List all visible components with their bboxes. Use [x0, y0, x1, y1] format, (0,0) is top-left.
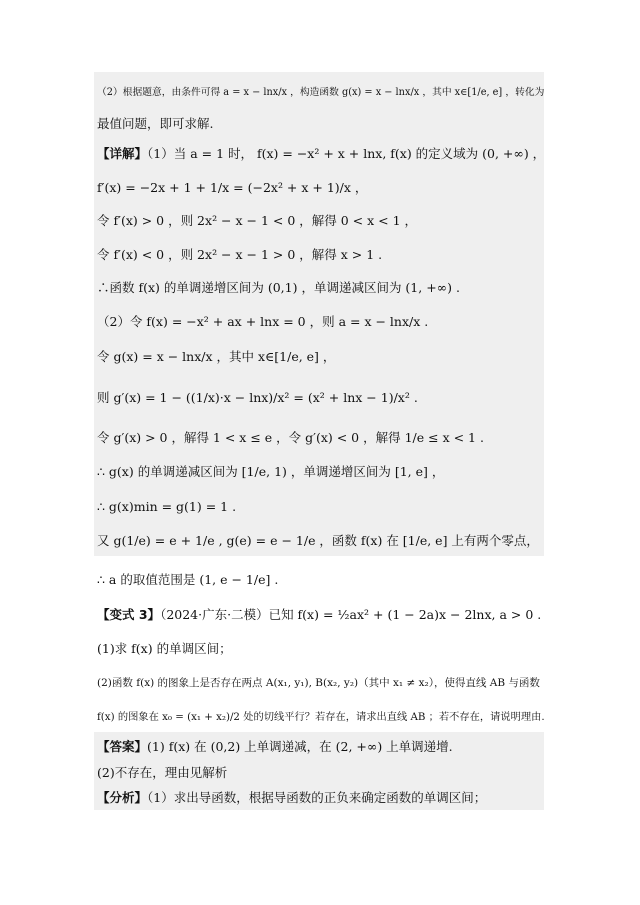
- answer-line-1: 【答案】(1) f(x) 在 (0,2) 上单调递减，在 (2, +∞) 上单调递增.: [97, 739, 453, 754]
- solution-tag: 【详解】: [97, 146, 148, 161]
- solution-line-5: ∴函数 f(x) 的单调递增区间为 (0,1) ，单调递减区间为 (1, +∞) .: [97, 280, 460, 295]
- analysis-tag: 【分析】: [97, 790, 148, 805]
- solution-line-6: （2）令 f(x) = −x² + ax + lnx = 0 ，则 a = x − lnx/x .: [97, 314, 429, 329]
- analysis-line-1: （2）根据题意，由条件可得 a = x − lnx/x ，构造函数 g(x) = x − lnx/x ，其中 x∈[1/e, e] ，转化为: [97, 87, 545, 98]
- answer-line-2: (2)不存在，理由见解析: [97, 765, 228, 780]
- variant-question-2-line-1: (2)函数 f(x) 的图象上是否存在两点 A(x₁, y₁), B(x₂, y₂)（其中 x₁ ≠ x₂），使得直线 AB 与函数: [97, 677, 540, 689]
- variant-header: 【变式 3】（2024·广东·二模）已知 f(x) = ½ax² + (1 − 2a)x − 2lnx, a > 0 .: [97, 607, 542, 622]
- solution-line-9: 令 g′(x) > 0 ，解得 1 < x ≤ e ，令 g′(x) < 0 ，解得 1/e ≤ x < 1 .: [97, 430, 484, 445]
- solution-line-3: 令 f′(x) > 0 ，则 2x² − x − 1 < 0 ，解得 0 < x < 1 ，: [97, 213, 418, 228]
- analysis-line-2: 最值问题，即可求解.: [97, 116, 214, 131]
- solution-line-11: ∴ g(x)min = g(1) = 1 .: [97, 499, 237, 514]
- solution-line-1: 【详解】（1）当 a = 1 时， f(x) = −x² + x + lnx, f(x) 的定义域为 (0, +∞) ，: [97, 146, 546, 161]
- solution-line-13: ∴ a 的取值范围是 (1, e − 1/e] .: [97, 572, 279, 587]
- solution-line-4: 令 f′(x) < 0 ，则 2x² − x − 1 > 0 ，解得 x > 1 .: [97, 247, 383, 262]
- analysis-section-line-1: 【分析】（1）求出导函数，根据导函数的正负来确定函数的单调区间；: [97, 790, 487, 805]
- solution-line-2: f′(x) = −2x + 1 + 1/x = (−2x² + x + 1)/x ，: [97, 180, 368, 195]
- solution-line-10: ∴ g(x) 的单调递减区间为 [1/e, 1) ，单调递增区间为 [1, e] ，: [97, 464, 445, 479]
- solution-line-8: 则 g′(x) = 1 − ((1/x)·x − lnx)/x² = (x² + lnx − 1)/x² .: [97, 390, 418, 405]
- solution-line-7: 令 g(x) = x − lnx/x ，其中 x∈[1/e, e] ，: [97, 349, 336, 364]
- answer-tag: 【答案】: [97, 739, 148, 754]
- variant-question-1: (1)求 f(x) 的单调区间；: [97, 641, 232, 656]
- variant-question-2-line-2: f(x) 的图象在 x₀ = (x₁ + x₂)/2 处的切线平行？若存在，请求出直线 AB ；若不存在，请说明理由.: [97, 711, 545, 723]
- solution-line-12: 又 g(1/e) = e + 1/e , g(e) = e − 1/e ，函数 f(x) 在 [1/e, e] 上有两个零点，: [97, 533, 539, 548]
- variant-tag: 【变式 3】: [97, 607, 161, 622]
